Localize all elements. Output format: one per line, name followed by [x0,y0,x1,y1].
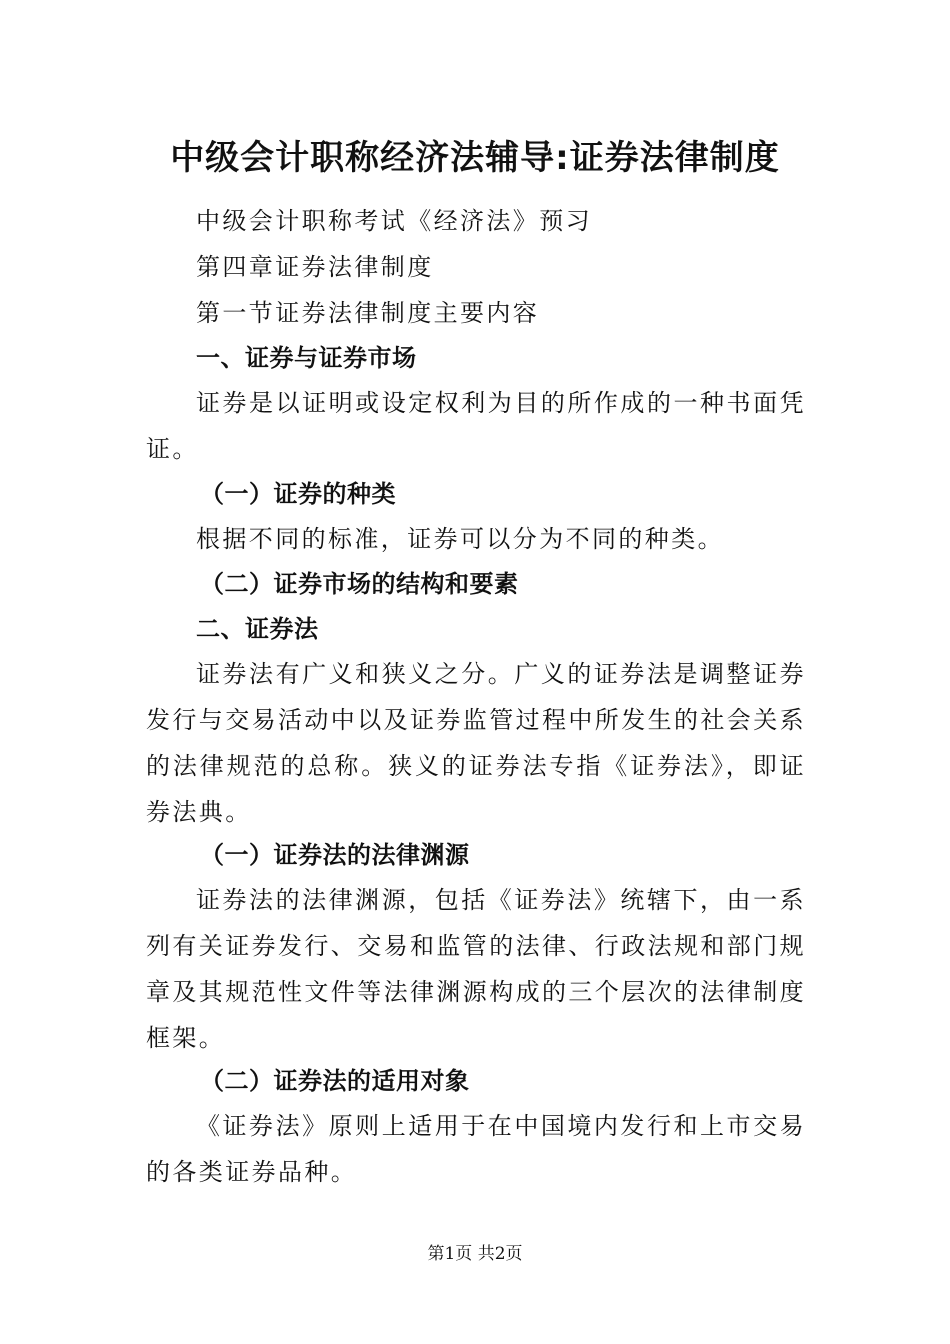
section1-heading: 一、证券与证券市场 [196,344,417,372]
paragraph-line: 列有关证券发行、交易和监管的法律、行政法规和部门规 [146,932,806,960]
subsection-heading: （二）证券市场的结构和要素 [200,570,519,598]
intro-line: 中级会计职称考试《经济法》预习 [196,207,592,235]
paragraph-line: 《证券法》原则上适用于在中国境内发行和上市交易 [196,1112,806,1140]
page-number-footer: 第1页 共2页 [427,1244,523,1264]
paragraph-line: 发行与交易活动中以及证券监管过程中所发生的社会关系 [146,706,806,734]
subsection-heading: （一）证券的种类 [200,480,396,508]
paragraph-line: 根据不同的标准，证券可以分为不同的种类。 [196,525,724,553]
paragraph-line: 章及其规范性文件等法律渊源构成的三个层次的法律制度 [146,978,806,1006]
paragraph-line: 券法典。 [146,798,252,826]
paragraph-line: 证券是以证明或设定权利为目的所作成的一种书面凭 [196,389,806,417]
paragraph-line: 证。 [146,435,199,463]
chapter-line: 第四章证券法律制度 [196,253,434,281]
paragraph-line: 证券法有广义和狭义之分。广义的证券法是调整证券 [196,660,806,688]
section-line: 第一节证券法律制度主要内容 [196,299,540,327]
paragraph-line: 的各类证券品种。 [146,1158,358,1186]
document-title: 中级会计职称经济法辅导:证券法律制度 [170,138,780,178]
subsection-heading: （一）证券法的法律渊源 [200,841,470,869]
paragraph-line: 框架。 [146,1024,226,1052]
paragraph-line: 证券法的法律渊源，包括《证券法》统辖下，由一系 [196,886,806,914]
subsection-heading: （二）证券法的适用对象 [200,1067,470,1095]
section2-heading: 二、证券法 [196,615,319,643]
paragraph-line: 的法律规范的总称。狭义的证券法专指《证券法》，即证 [146,752,806,780]
